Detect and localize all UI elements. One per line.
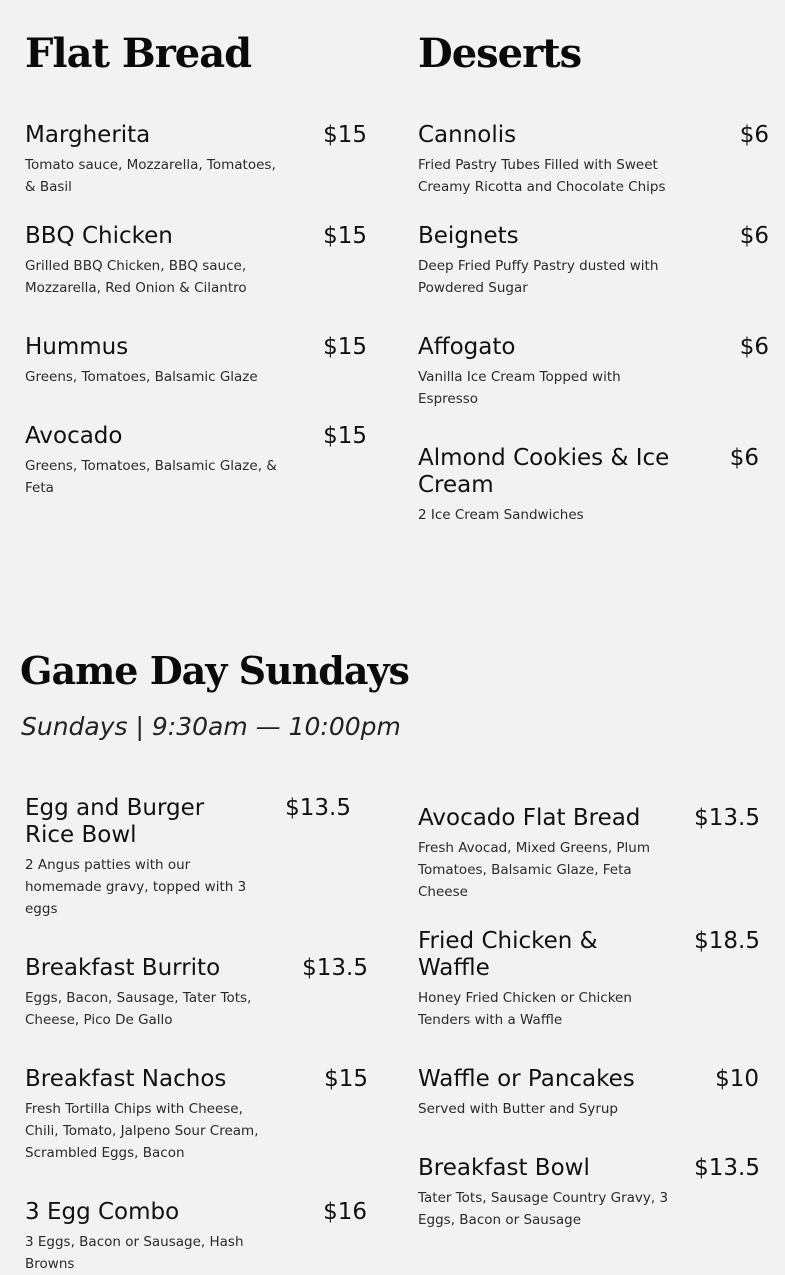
menu-item-breakfast-nachos — [25, 1066, 368, 1164]
item-price: $16 — [323, 1199, 367, 1225]
item-price: $15 — [323, 423, 367, 449]
menu-item-bbq-chicken — [25, 223, 367, 299]
item-price: $6 — [739, 223, 769, 249]
deserts-heading: Deserts — [418, 30, 582, 77]
flat-bread-heading: Flat Bread — [25, 30, 252, 77]
item-price: $10 — [715, 1066, 759, 1092]
item-price: $18.5 — [694, 928, 760, 954]
menu-item-affogato — [418, 334, 769, 410]
item-name: Breakfast Burrito — [25, 955, 221, 981]
item-name: Fried Chicken & Waffle — [418, 928, 598, 981]
item-name: Almond Cookies & Ice Cream — [418, 445, 670, 498]
item-name: Egg and Burger Rice Bowl — [25, 795, 205, 848]
item-description: 3 Eggs, Bacon or Sausage, Hash Browns — [25, 1234, 244, 1272]
item-description: Eggs, Bacon, Sausage, Tater Tots, Cheese, Pico De Gallo — [25, 990, 252, 1028]
item-price: $6 — [729, 445, 759, 471]
item-description: 2 Ice Cream Sandwiches — [418, 507, 584, 523]
item-name: Avocado — [25, 423, 123, 449]
menu-item-beignets — [418, 223, 769, 299]
menu-item-breakfast-burrito — [25, 955, 368, 1031]
menu-item-almond-cookies — [418, 445, 759, 526]
item-name: Waffle or Pancakes — [418, 1066, 635, 1092]
hours-subtitle: Sundays | 9:30am — 10:00pm — [21, 712, 401, 741]
item-name: Breakfast Nachos — [25, 1066, 227, 1092]
item-price: $15 — [324, 1066, 368, 1092]
item-description: Greens, Tomatoes, Balsamic Glaze — [25, 369, 258, 385]
item-description: 2 Angus patties with our homemade gravy, topped with 3 eggs — [25, 857, 247, 917]
item-description: Deep Fried Puffy Pastry dusted with Powdered Sugar — [418, 258, 659, 296]
menu-item-fried-chicken-waffle — [418, 928, 760, 1031]
item-price: $13.5 — [285, 795, 351, 821]
menu-item-breakfast-bowl — [418, 1155, 760, 1231]
item-name: Affogato — [418, 334, 516, 360]
item-description: Fresh Avocad, Mixed Greens, Plum Tomatoes, Balsamic Glaze, Feta Cheese — [418, 840, 650, 900]
menu-item-3-egg-combo — [25, 1199, 367, 1275]
item-description: Tater Tots, Sausage Country Gravy, 3 Eggs, Bacon or Sausage — [418, 1190, 669, 1228]
item-price: $6 — [739, 334, 769, 360]
item-price: $6 — [739, 122, 769, 148]
item-description: Fresh Tortilla Chips with Cheese, Chili, Tomato, Jalpeno Sour Cream, Scrambled Eggs, Bacon — [25, 1101, 259, 1161]
menu-item-egg-burger-bowl — [25, 795, 351, 920]
menu-item-waffle-pancakes — [418, 1066, 759, 1120]
item-description: Honey Fried Chicken or Chicken Tenders with a Waffle — [418, 990, 632, 1028]
item-name: 3 Egg Combo — [25, 1199, 180, 1225]
item-price: $15 — [323, 334, 367, 360]
item-description: Grilled BBQ Chicken, BBQ sauce, Mozzarella, Red Onion & Cilantro — [25, 258, 247, 296]
item-description: Tomato sauce, Mozzarella, Tomatoes, & Basil — [25, 157, 276, 195]
game-day-heading: Game Day Sundays — [20, 648, 409, 693]
item-name: Beignets — [418, 223, 519, 249]
item-price: $13.5 — [302, 955, 368, 981]
item-description: Fried Pastry Tubes Filled with Sweet Creamy Ricotta and Chocolate Chips — [418, 157, 666, 195]
item-description: Vanilla Ice Cream Topped with Espresso — [418, 369, 621, 407]
menu-item-avocado — [25, 423, 367, 499]
item-description: Greens, Tomatoes, Balsamic Glaze, & Feta — [25, 458, 277, 496]
item-price: $15 — [323, 122, 367, 148]
menu-item-cannolis — [418, 122, 769, 198]
menu-item-hummus — [25, 334, 367, 388]
item-price: $13.5 — [694, 1155, 760, 1181]
item-name: Cannolis — [418, 122, 517, 148]
item-price: $13.5 — [694, 805, 760, 831]
item-description: Served with Butter and Syrup — [418, 1101, 618, 1117]
menu-item-margherita — [25, 122, 367, 198]
item-name: Avocado Flat Bread — [418, 805, 641, 831]
item-name: Hummus — [25, 334, 129, 360]
item-name: BBQ Chicken — [25, 223, 173, 249]
item-name: Breakfast Bowl — [418, 1155, 590, 1181]
menu-item-avocado-flat-bread — [418, 805, 760, 903]
item-name: Margherita — [25, 122, 151, 148]
item-price: $15 — [323, 223, 367, 249]
